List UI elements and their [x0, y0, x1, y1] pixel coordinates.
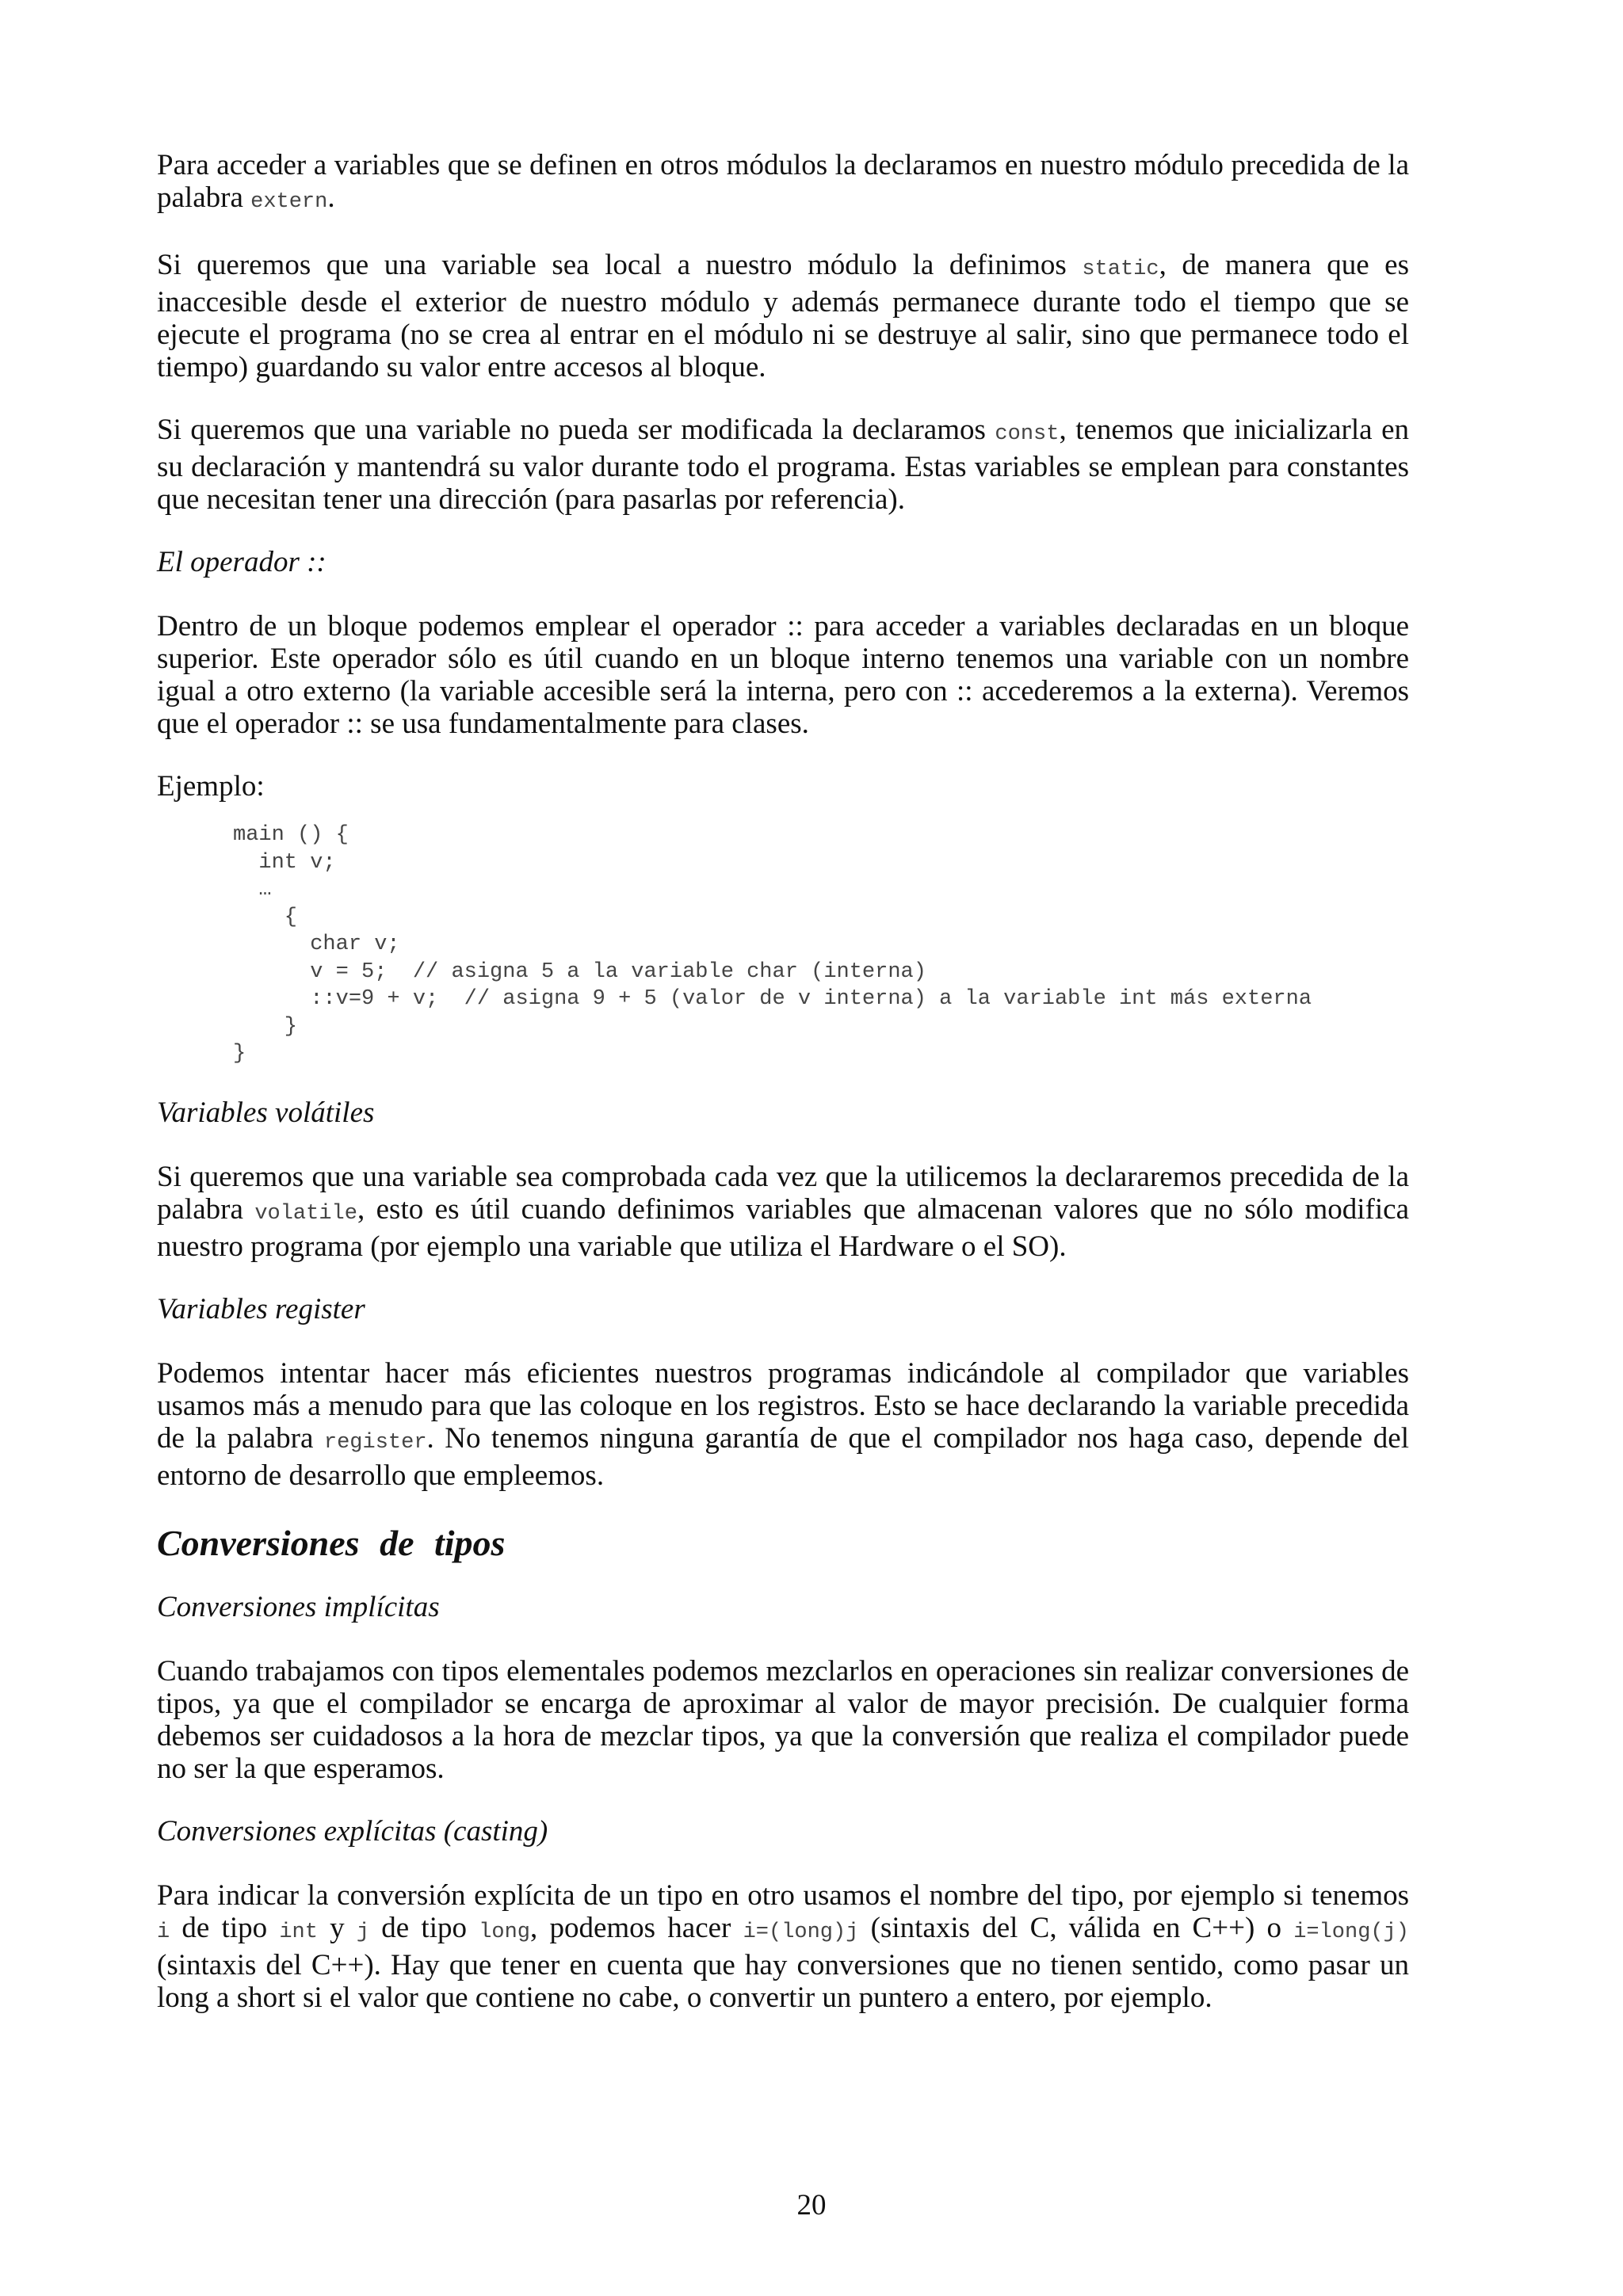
- section-heading-conversiones: Conversiones de tipos: [157, 1522, 506, 1563]
- ejemplo-label: Ejemplo:: [157, 770, 265, 803]
- paragraph-volatile: Si queremos que una variable sea comprobada cada vez que la utilicemos la declararemos precedida de la palabra volatile, esto es útil cuando definimos variables que almacenan valores que no sólo modifica nuestro programa (por ejemplo una variable que utiliza el Hardware o el SO).: [157, 1160, 1409, 1263]
- keyword-const: const: [995, 422, 1060, 446]
- keyword-volatile: volatile: [254, 1201, 357, 1226]
- page-number: 20: [796, 2189, 827, 2222]
- subheading-operador: El operador ::: [157, 546, 327, 578]
- paragraph-explicitas: Para indicar la conversión explícita de un tipo en otro usamos el nombre del tipo, por ejemplo si tenemos i de tipo int y j de tipo long, podemos hacer i=(long)j (sintaxis del C, válida en C++) o i=long(j) (sintaxis del C++). Hay que tener en cuenta que hay conversiones que no tienen sentido, como pasar un long a short si el valor que contiene no cabe, o convertir un puntero a entero, por ejemplo.: [157, 1878, 1410, 2014]
- code-cast-c: i=(long)j: [743, 1920, 859, 1944]
- code-long: long: [479, 1920, 531, 1944]
- keyword-extern: extern: [250, 190, 328, 214]
- code-cast-cpp: i=long(j): [1293, 1920, 1410, 1944]
- subheading-implicitas: Conversiones implícitas: [157, 1590, 440, 1623]
- keyword-static: static: [1082, 257, 1159, 281]
- paragraph-register: Podemos intentar hacer más eficientes nuestros programas indicándole al compilador que variables usamos más a menudo para que las coloque en los registros. Esto se hace declarando la variable precedida de la palabra register. No tenemos ninguna garantía de que el compilador nos haga caso, depende del entorno de desarrollo que empleemos.: [157, 1356, 1409, 1492]
- paragraph-operador: Dentro de un bloque podemos emplear el operador :: para acceder a variables declaradas en un bloque superior. Este operador sólo es útil cuando en un bloque interno tenemos una variable con un nombre igual a otro externo (la variable accesible será la interna, pero con :: accederemos a la externa). Veremos que el operador :: se usa fundamentalmente para clases.: [157, 610, 1409, 740]
- paragraph-const: Si queremos que una variable no pueda ser modificada la declaramos const, tenemos que inicializarla en su declaración y mantendrá su valor durante todo el programa. Estas variables se emplean para constantes que necesitan tener una dirección (para pasarlas por referencia).: [157, 414, 1409, 516]
- paragraph-static: Si queremos que una variable sea local a nuestro módulo la definimos static, de manera que es inaccesible desde el exterior de nuestro módulo y además permanece durante todo el tiempo que se ejecute el programa (no se crea al entrar en el módulo ni se destruye al salir, sino que permanece todo el tiempo) guardando su valor entre accesos al bloque.: [157, 249, 1409, 383]
- paragraph-implicitas: Cuando trabajamos con tipos elementales podemos mezclarlos en operaciones sin realizar conversiones de tipos, ya que el compilador se encarga de aproximar al valor de mayor precisión. De cualquier forma debemos ser cuidadosos a la hora de mezclar tipos, ya que la conversión que realiza el compilador puede no ser la que esperamos.: [157, 1654, 1409, 1785]
- code-i: i: [157, 1920, 170, 1944]
- subheading-explicitas: Conversiones explícitas (casting): [157, 1814, 548, 1848]
- code-j: j: [356, 1920, 370, 1944]
- code-int: int: [279, 1920, 318, 1944]
- paragraph-extern: Para acceder a variables que se definen en otros módulos la declaramos en nuestro módulo precedida de la palabra extern.: [157, 149, 1409, 214]
- keyword-register: register: [323, 1430, 427, 1455]
- code-example: main () { int v; … { char v; v = 5; // asigna 5 a la variable char (interna) ::v=9 + v; // asigna 9 + 5 (valor de v interna) a la variable int más externa } }: [233, 823, 1312, 1066]
- document-page: [157, 149, 1409, 2044]
- subheading-register: Variables register: [157, 1292, 365, 1325]
- subheading-volatiles: Variables volátiles: [157, 1096, 375, 1129]
